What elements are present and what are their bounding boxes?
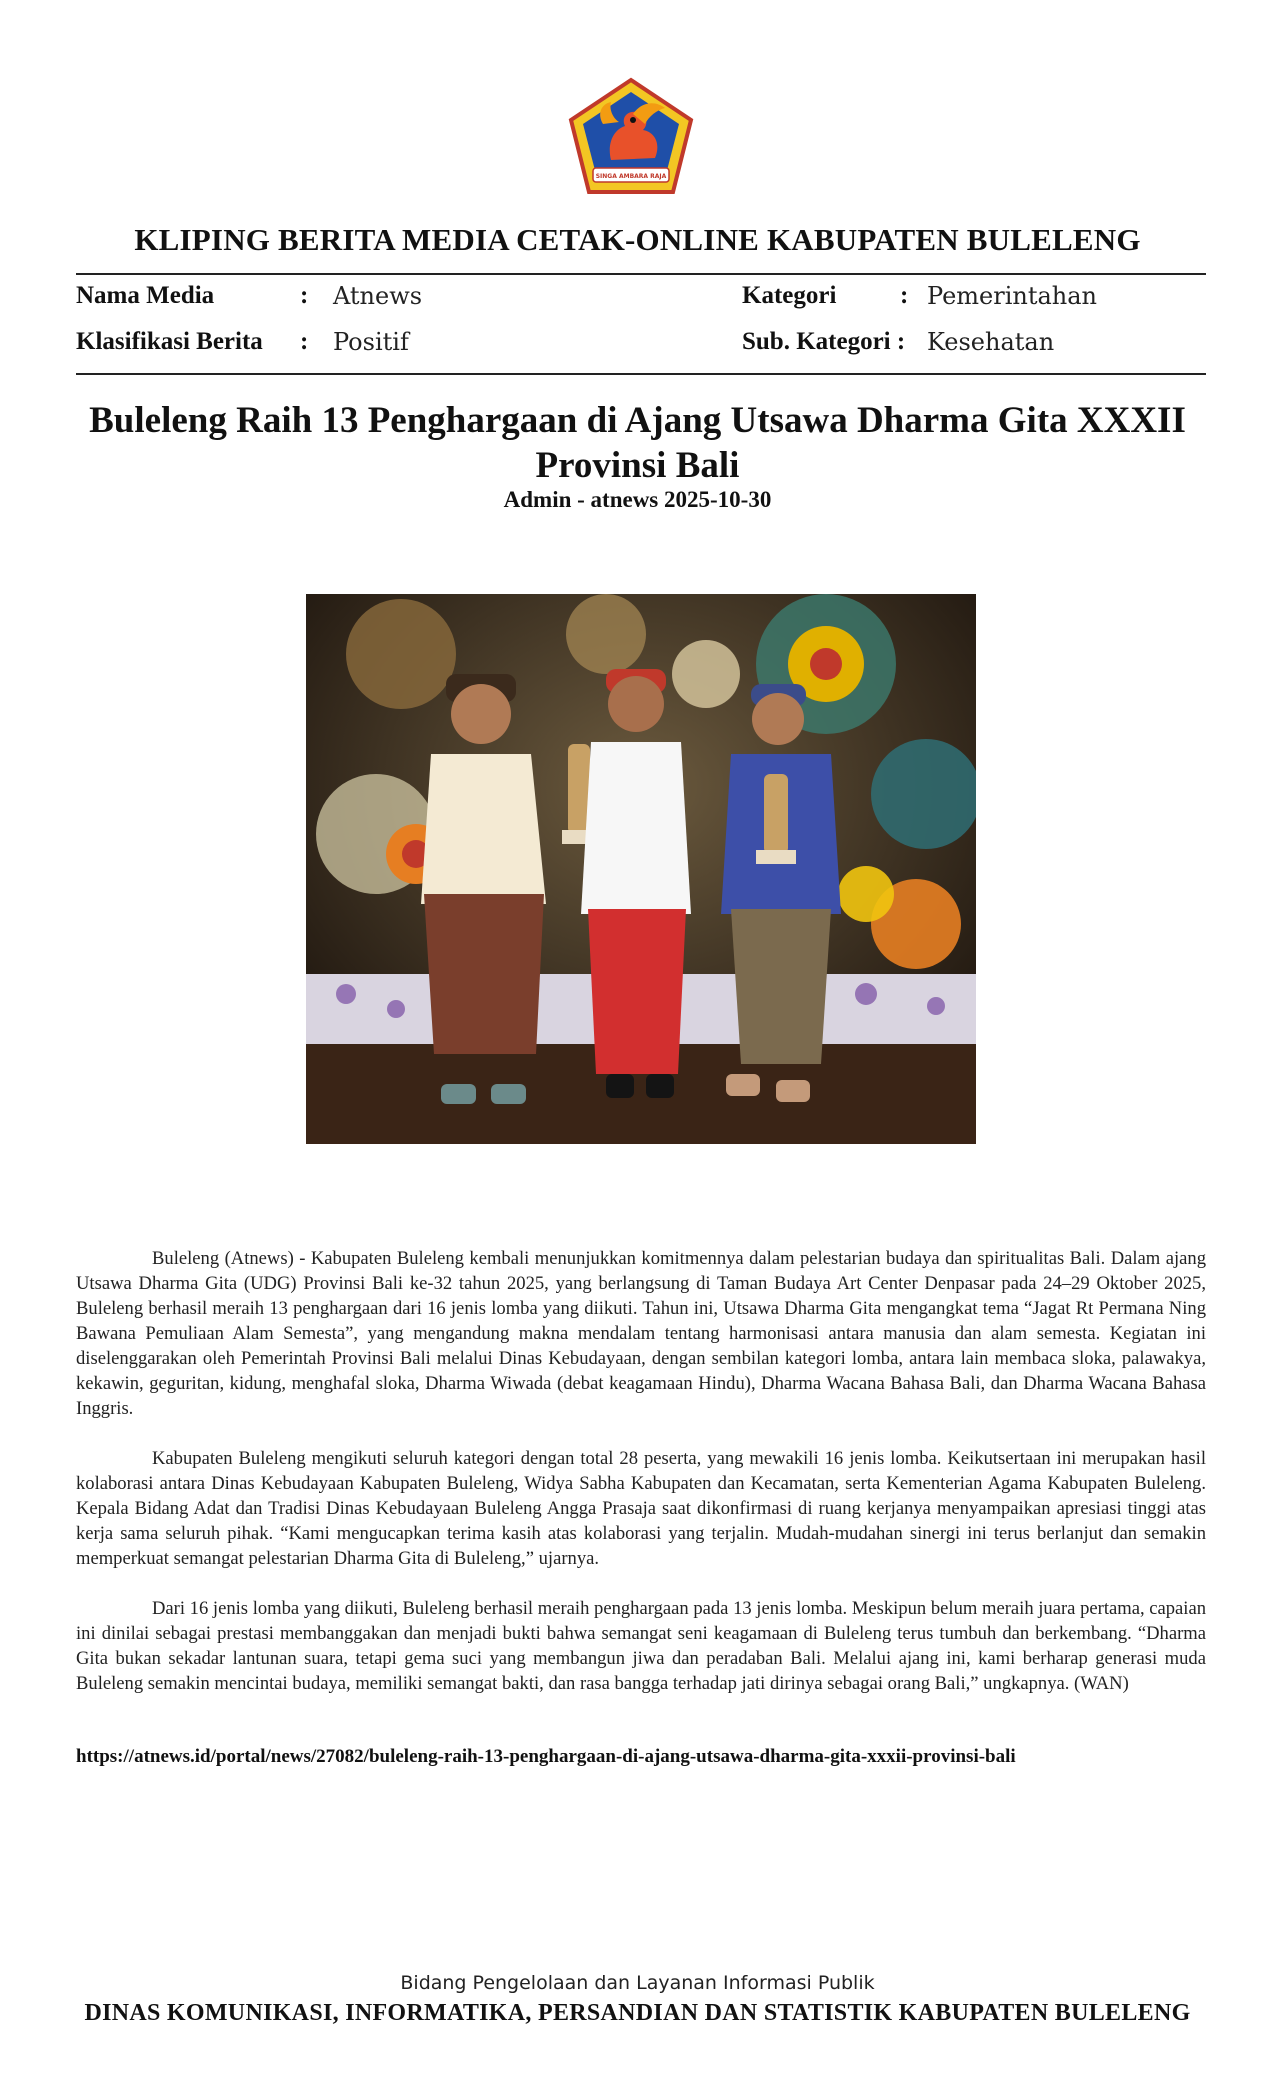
article-paragraph-3-text: Dari 16 jenis lomba yang diikuti, Buleleng berhasil meraih penghargaan pada 13 jenis lomba. Meskipun belum meraih juara pertama, capaian ini dinilai sebagai prestasi membanggakan dan menjadi bukti bahwa semangat seni keagamaan di Buleleng terus tumbuh dan berkembang. “Dharma Gita bukan sekadar lantunan suara, tetapi gema suci yang membangun jiwa dan peradaban Bali. Melalui ajang ini, kami berharap generasi muda Buleleng semakin mencintai budaya, memiliki semangat bakti, dan rasa bangga terhadap jati dirinya sebagai orang Bali,” ungkapnya. (WAN) xyxy=(76,1598,1207,1694)
article-paragraph-2-text: Kabupaten Buleleng mengikuti seluruh kategori dengan total 28 peserta, yang mewakili 16 jenis lomba. Keikutsertaan ini merupakan hasil kolaborasi antara Dinas Kebudayaan Kabupaten Buleleng, Widya Sabha Kabupaten dan Kecamatan, serta Kementerian Agama Kabupaten Buleleng. Kepala Bidang Adat dan Tradisi Dinas Kebudayaan Buleleng Angga Prasaja saat dikonfirmasi di ruang kerjanya menyampaikan apresiasi tinggi atas kerja sama seluruh pihak. “Kami mengucapkan terima kasih atas kolaborasi yang terjalin. Mudah-mudahan sinergi ini terus berlanjut dan semakin memperkuat semangat pelestarian Dharma Gita di Buleleng,” ujarnya. xyxy=(76,1448,1206,1569)
category-label: Kategori xyxy=(742,282,837,309)
source-url: https://atnews.id/portal/news/27082/buleleng-raih-13-penghargaan-di-ajang-utsawa-dharma-gita-xxxii-provinsi-bali xyxy=(76,1746,1016,1767)
news-classification-colon: : xyxy=(300,328,309,355)
article-paragraph-1 xyxy=(76,1246,1206,1421)
category-value: Pemerintahan xyxy=(927,282,1098,310)
article-paragraph-3 xyxy=(76,1596,1206,1696)
sub-category-label: Sub. Kategori : xyxy=(742,328,906,355)
category-colon: : xyxy=(900,282,909,309)
article-title: Buleleng Raih 13 Penghargaan di Ajang Utsawa Dharma Gita XXXII Provinsi Bali xyxy=(89,400,1186,486)
article-byline: Admin - atnews 2025-10-30 xyxy=(503,487,772,512)
header-divider-bottom xyxy=(76,373,1206,375)
sub-category-value: Kesehatan xyxy=(927,328,1055,356)
article-paragraph-1-text: Buleleng (Atnews) - Kabupaten Buleleng kembali menunjukkan komitmennya dalam pelestarian budaya dan spiritualitas Bali. Dalam ajang Utsawa Dharma Gita (UDG) Provinsi Bali ke-32 tahun 2025, yang berlangsung di Taman Budaya Art Center Denpasar pada 24–29 Oktober 2025, Buleleng berhasil meraih 13 penghargaan dari 16 jenis lomba yang diikuti. Tahun ini, Utsawa Dharma Gita mengangkat tema “Jagat Rt Permana Ning Bawana Pemuliaan Alam Semesta”, yang mengandung makna mendalam tentang harmonisasi antara manusia dan alam semesta. Kegiatan ini diselenggarakan oleh Pemerintah Provinsi Bali melalui Dinas Kebudayaan, dengan sembilan kategori lomba, antara lain membaca sloka, palawakya, kekawin, geguritan, kidung, menghafal sloka, Dharma Wiwada (debat keagamaan Hindu), Dharma Wacana Bahasa Bali, dan Dharma Wacana Bahasa Inggris. xyxy=(76,1248,1206,1419)
award-ceremony-photo-illustration xyxy=(306,594,976,1144)
footer-division-name: Bidang Pengelolaan dan Layanan Informasi Publik xyxy=(400,1972,875,1994)
media-name-colon: : xyxy=(300,282,309,309)
news-classification-label: Klasifikasi Berita xyxy=(76,328,263,355)
header-divider-top xyxy=(76,273,1206,275)
news-classification-value: Positif xyxy=(333,328,409,356)
emblem-motto: SINGA AMBARA RAJA xyxy=(595,173,667,180)
clipping-header-title: KLIPING BERITA MEDIA CETAK-ONLINE KABUPATEN BULELENG xyxy=(134,222,1141,257)
footer-agency-name: DINAS KOMUNIKASI, INFORMATIKA, PERSANDIAN DAN STATISTIK KABUPATEN BULELENG xyxy=(84,2000,1191,2026)
article-photo xyxy=(306,594,976,1144)
media-name-value: Atnews xyxy=(333,282,423,310)
media-name-label: Nama Media xyxy=(76,282,215,309)
article-paragraph-2 xyxy=(76,1446,1206,1571)
buleleng-emblem-logo xyxy=(563,74,699,200)
